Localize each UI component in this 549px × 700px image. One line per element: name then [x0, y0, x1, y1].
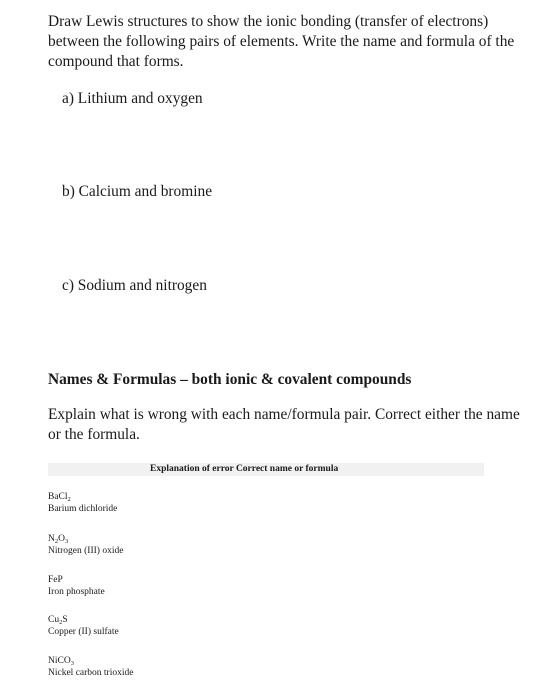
- compound-name: Barium dichloride: [48, 504, 118, 514]
- part-c: c) Sodium and nitrogen: [62, 277, 207, 294]
- formula: BaCl$_2$: [48, 492, 71, 503]
- part-b: b) Calcium and bromine: [62, 183, 213, 200]
- compound-name: Iron phosphate: [48, 587, 105, 597]
- instructions-paragraph: Draw Lewis structures to show the ionic bonding (transfer of electrons) between the following pairs of elements. Write the name and formula of the compound that forms.: [48, 13, 515, 70]
- compound-name: Copper (II) sulfate: [48, 627, 119, 637]
- section-heading: Names & Formulas – both ionic & covalent compounds: [48, 371, 412, 388]
- list-item: [48, 614, 119, 638]
- list-item: [48, 533, 123, 557]
- table-header: Explanation of error Correct name or formula: [150, 464, 339, 474]
- compound-name: Nickel carbon trioxide: [48, 668, 134, 678]
- formula: NiCO$_3$: [48, 656, 74, 667]
- compound-name: Nitrogen (III) oxide: [48, 546, 124, 556]
- list-item: [48, 655, 133, 679]
- formula: $N_2O_3$: [48, 534, 69, 545]
- explain-paragraph: Explain what is wrong with each name/formula pair. Correct either the name or the formula.: [48, 406, 520, 443]
- part-a: a) Lithium and oxygen: [62, 90, 203, 107]
- list-item: [48, 574, 105, 598]
- formula: FeP: [48, 575, 63, 585]
- formula: $Cu_2S$: [48, 615, 68, 626]
- list-item: [48, 491, 117, 515]
